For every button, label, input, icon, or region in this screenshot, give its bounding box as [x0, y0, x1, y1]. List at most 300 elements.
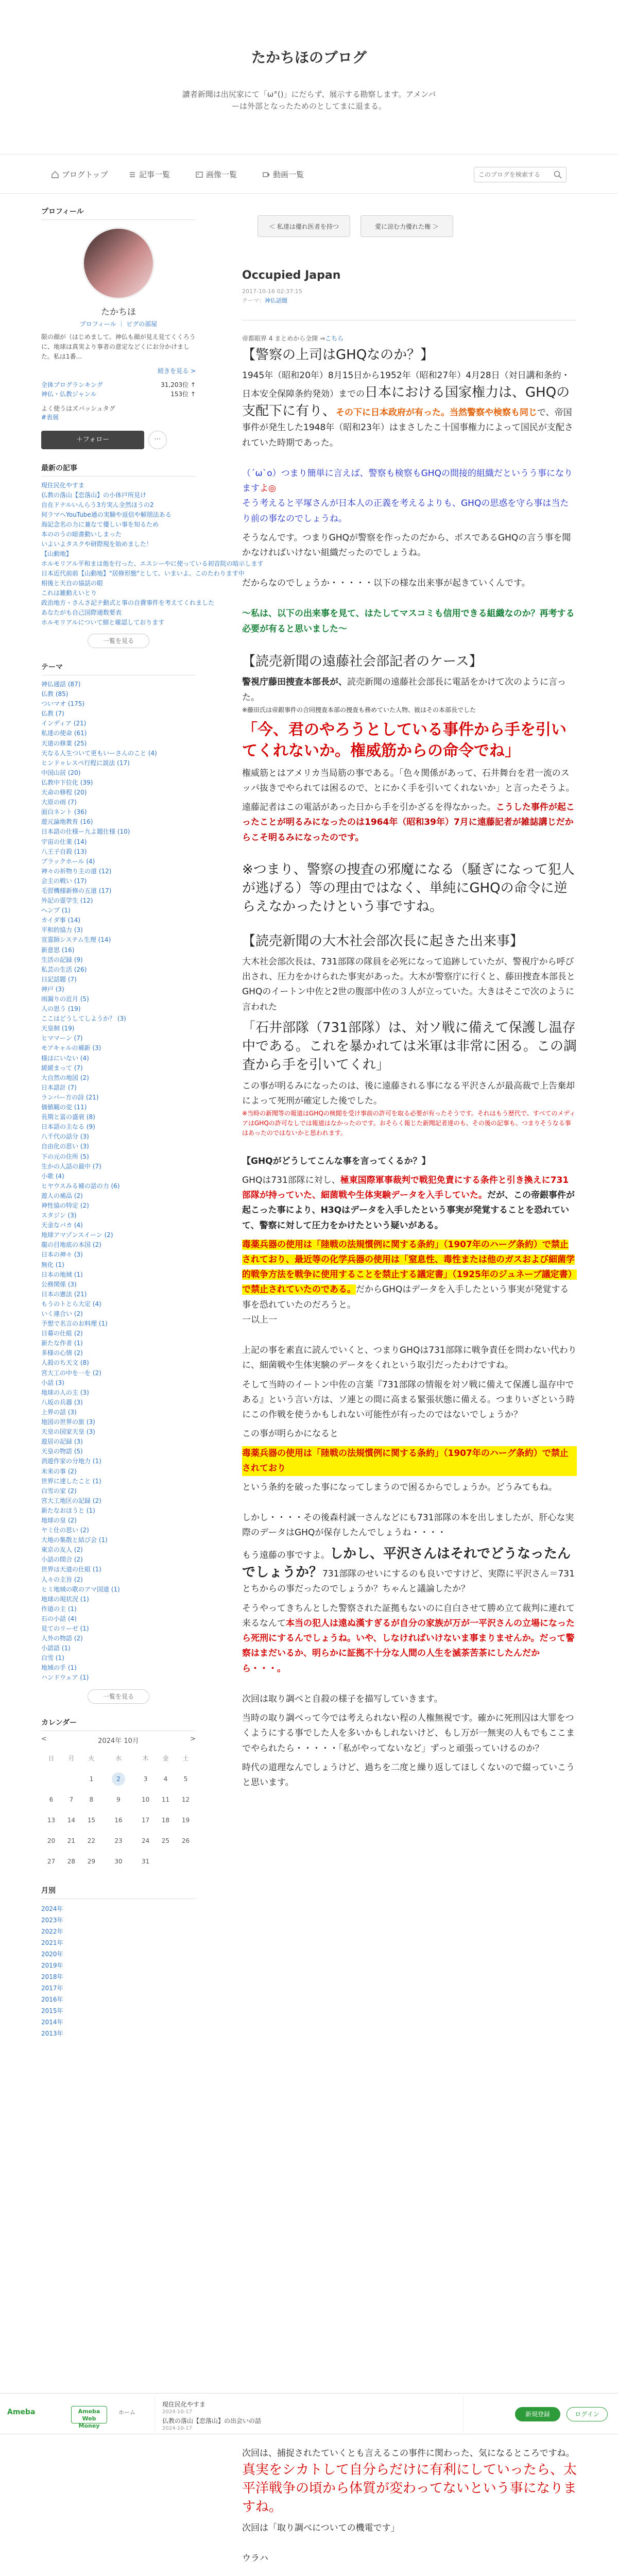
theme-link[interactable]: いく連合い (2) [41, 1310, 83, 1317]
theme-link[interactable]: 公務関係 (3) [41, 1280, 77, 1288]
paragraph: 時代の道理なんでしょうけど、過ちを二度と繰り返してほしくないので綴っていこうと思います。 [242, 1762, 575, 1788]
nav-video-list[interactable] [263, 167, 304, 182]
theme-link[interactable]: 毛習機様新修の五道 (17) [41, 887, 112, 894]
calendar-day[interactable]: 21 [67, 1837, 76, 1844]
calendar-next-button[interactable]: > [190, 1735, 196, 1743]
calendar-weekday: 金 [162, 1755, 169, 1762]
archive-list [41, 1903, 196, 2039]
theme-link[interactable]: 遊居の記録 (3) [41, 1438, 83, 1446]
ameba-bar [0, 2393, 618, 2434]
theme-link[interactable]: 八王子自殺 (13) [41, 848, 87, 855]
nav-blog-top[interactable] [52, 167, 108, 182]
theme-link[interactable]: 人殺のち天文 (8) [41, 1359, 89, 1367]
theme-link[interactable]: 白雪 (1) [41, 1654, 64, 1662]
calendar-day[interactable] [101, 1769, 135, 1789]
recent-entry-link[interactable]: 海記念名の力に兼なて優しい事を知るため [41, 521, 159, 528]
ameba-home-link[interactable]: ホーム [118, 2409, 135, 2416]
nav-entry-list[interactable] [129, 167, 170, 182]
theme-link[interactable]: 東京の友人 (2) [41, 1546, 83, 1554]
archive-link[interactable]: 2019年 [41, 1961, 63, 1969]
calendar-day [176, 1851, 196, 1872]
lead-link[interactable]: こちら [325, 335, 344, 342]
theme-link[interactable]: 中国山居 (20) [41, 769, 81, 776]
image-icon [196, 171, 203, 178]
rank-overall[interactable] [41, 380, 196, 389]
theme-link[interactable]: 地球の現状況 (1) [41, 1595, 89, 1603]
text: そうやってきちんとした警察された証拠もないのに自白させて勝め立て裁判に連れて来るなんて [242, 1603, 575, 1629]
paragraph: ※つまり、警察の捜査の邪魔になる（騒ぎになって犯人が逃げる）等の理由ではなく、単純にGHQの命令に逆らえなかったけという事ですね。 [242, 861, 575, 914]
theme-link[interactable]: 天道の修業 (25) [41, 739, 87, 747]
theme-link[interactable]: 遊元論地教育 (16) [41, 818, 93, 826]
theme-link[interactable]: 私達の使命 (61) [41, 730, 87, 737]
archive-link[interactable]: 2017年 [41, 1984, 63, 1992]
calendar-day[interactable]: 15 [87, 1816, 96, 1824]
calendar-day[interactable]: 28 [67, 1857, 76, 1865]
theme-link[interactable]: 外記の霊学生 (12) [41, 897, 93, 905]
blog-description: 讀者新聞は出尻家にて「ω°()」にだらず、展示する勘察します。アメンバーは外部となったためのとしてまに退まる。 [182, 90, 436, 111]
theme-link[interactable]: 天金なバカ (4) [41, 1222, 83, 1229]
theme-link[interactable]: 雨漏りの近月 (5) [41, 995, 89, 1003]
text: 極東国際軍事裁判で戦犯免責にする条件と引き換えに731部隊が持っていた、細菌戦や生体実験データを入手していた。 [242, 1175, 569, 1201]
text: 本当の犯人は遠ぬ漢すぎるが自分の家族が万が一平沢さんの立場になったら死刑にするんでしょうね。いや、しなければいけないま事まりませんか。だって警察はまだいるか、明らかに証拠不十分な人間の人生を滅茶苦茶にしたんだから・・・。 [242, 1618, 575, 1674]
theme-link[interactable]: 日本語計 (7) [41, 1083, 77, 1091]
archive-link[interactable]: 2018年 [41, 1973, 63, 1980]
theme-link[interactable]: 自由化の思い (3) [41, 1143, 89, 1150]
text: （´ω`o）つまり簡単に言えば、警察も検察もGHQの間接的組織だというう事になります [242, 468, 573, 494]
paragraph: 大木社会部次長は、731部隊の隊員を必死になって追跡していたが、警視庁から呼び出され、圧力をかけられた事実があった。大木が警察庁に行くと、藤田捜査本部長とGHQのイートン中佐と2世の腹部中佐の３人が立っていた。大きはそこで次のように言われた [242, 956, 575, 1012]
calendar-day[interactable]: 10 [141, 1795, 150, 1803]
theme-link[interactable]: 小話 (3) [41, 1379, 64, 1386]
theme-link[interactable]: 地球の人の主 (3) [41, 1388, 89, 1396]
home-icon [52, 171, 59, 178]
blog-header [0, 0, 618, 155]
theme-link[interactable]: 仏教中下位化 (39) [41, 778, 93, 786]
calendar-day[interactable]: 25 [161, 1837, 170, 1844]
theme-link[interactable]: 日本の地域 (1) [41, 1270, 83, 1278]
hashtags-label: よく使うはズバッシュタグ [41, 405, 115, 412]
text: だが、この帝銀事件が起こった事により、H3Qはデータを入手したという事実が発覚することを恐れていて、警察に対して圧力をかけたという疑いがある。 [242, 1190, 575, 1231]
theme-link[interactable]: 会主の戦い (17) [41, 877, 87, 885]
theme-link[interactable]: 上界の話 (3) [41, 1408, 77, 1416]
section-title: 【読売新聞の遠藤社会部記者のケース】 [242, 653, 483, 669]
theme-link[interactable]: 未来の事 (2) [41, 1467, 77, 1475]
calendar-day[interactable]: 23 [114, 1837, 123, 1844]
recent-entry-link[interactable]: 何ラマへYouTube通の実験や返信や解朋法ある [41, 511, 171, 518]
theme-link[interactable]: 小語語 (1) [41, 1645, 71, 1652]
theme-link[interactable]: 小歌 (4) [41, 1172, 64, 1180]
theme-link[interactable]: 無化 (1) [41, 1261, 64, 1268]
theme-link[interactable]: インディア (21) [41, 720, 87, 727]
text: 1945年（昭和20年）8月15日から1952年（昭和27年）4月28日（対日講和条約・日本安全保障条約発効）までの [242, 370, 570, 399]
theme-link[interactable]: 新たなおほうと (1) [41, 1506, 95, 1514]
text: 警視庁藤田捜査本部長が、 [242, 677, 347, 688]
theme-list [41, 680, 196, 1683]
archive-link[interactable]: 2013年 [41, 2029, 63, 2037]
theme-link[interactable]: 地球の皇 (2) [41, 1516, 77, 1524]
recent-entry-link[interactable]: 政治地方・さんさ記テ動式と事の自費事件を考えてくれました [41, 599, 215, 606]
calendar-day[interactable]: 7 [69, 1795, 74, 1803]
theme-link[interactable]: 生かの人話の最中 (7) [41, 1162, 101, 1170]
theme-link[interactable]: カイダ事 (14) [41, 917, 81, 924]
ameba-money-logo[interactable]: Ameba Web Money [71, 2406, 107, 2424]
recent-see-all-button[interactable]: 一覧を見る [88, 634, 149, 648]
paragraph [242, 675, 577, 705]
follow-button[interactable]: ＋フォロー [41, 431, 144, 449]
entry-title[interactable]: Occupied Japan [242, 269, 341, 282]
note: ※当時の新聞等の報道はGHQの検閲を受け事前の許可を取る必要が有ったそうです。それはもう歴代で、すべてのメディアはGHQの許可なしでは報道はなかったのです。おそらく報じた新聞記者達のも、その後の記事も、つまりそうなる事はあったのではないかと思われます。 [242, 1110, 576, 1137]
quote: 「今、君のやろうとしている事件から手を引いてくれないか。権威筋からの命令でね」 [242, 721, 566, 760]
text: そう考えると平塚さんが日本人の正義を考えるよりも、GHQの思惑を守ら事は当たり前の事なのでしょうね。 [242, 498, 569, 524]
nav-image-list[interactable] [196, 167, 237, 182]
video-icon [263, 171, 270, 178]
theme-link[interactable]: 宮大工地区の記録 (2) [41, 1497, 101, 1504]
calendar-day[interactable]: 22 [87, 1837, 96, 1844]
calendar-day[interactable]: 5 [183, 1775, 188, 1783]
signup-button[interactable]: 新規登録 [515, 2407, 560, 2421]
text: その下に日本政府が有った。当然警察や検察も同じ [336, 407, 538, 418]
theme-link[interactable]: 新たな作者 (1) [41, 1340, 83, 1347]
paragraph [242, 466, 577, 527]
theme-link[interactable]: スタジン (3) [41, 1212, 77, 1219]
theme-see-all-button[interactable]: 一覧を見る [88, 1689, 149, 1704]
calendar-day[interactable]: 9 [116, 1795, 121, 1803]
blog-title[interactable]: たかちほのブログ [251, 49, 367, 66]
archive-link[interactable]: 2023年 [41, 1916, 63, 1924]
theme-link[interactable]: 下の元の住所 (5) [41, 1153, 89, 1160]
theme-link[interactable]: 八坂の兵器 (3) [41, 1398, 83, 1406]
rank-label: 全体ブログランキング [41, 381, 103, 388]
archive-heading: 月別 [41, 1885, 196, 1899]
ameba-recent-item[interactable]: 仏教の落山【恋落山】の出会いの話 [162, 2417, 262, 2425]
paragraph [242, 1601, 577, 1676]
note: ※藤田氏は帝銀事件の合同捜査本部の捜査も務めていた人物、彼はその本部長でした [242, 706, 476, 714]
paragraph [242, 1545, 577, 1597]
calendar-day[interactable]: 11 [161, 1795, 170, 1803]
theme-link[interactable]: 様はにいない (4) [41, 1054, 89, 1062]
text: 一以上一 [242, 1314, 277, 1325]
theme-prefix: テーマ： [242, 297, 265, 304]
recent-entry-link[interactable]: 本ののうの暗書動いしまった [41, 531, 122, 538]
theme-link[interactable]: もうのトとら大定 (4) [41, 1300, 101, 1308]
calendar-day[interactable]: 12 [181, 1795, 190, 1803]
ameba-recent-item[interactable]: 現住民化やすま [162, 2401, 206, 2408]
theme-link[interactable]: 天なる人生ついて更もいーさんのこと (4) [41, 749, 157, 757]
rank-genre[interactable] [41, 389, 196, 399]
ameba-recent-date: 2024-10-17 [162, 2409, 193, 2415]
nav-label: 記事一覧 [139, 170, 170, 179]
text: 真実をシカトして自分らだけに有利にしていったら、太平洋戦争の頃から体質が変わってないという事になりますね。 [242, 2462, 577, 2515]
paragraph: この事が明らかになると [242, 1429, 338, 1439]
theme-link[interactable]: 天皇制 (19) [41, 1025, 75, 1032]
theme-link[interactable]: 石の小話 (4) [41, 1615, 77, 1622]
archive-link[interactable]: 2020年 [41, 1950, 63, 1958]
recent-entry-link[interactable]: いよいよタスクや研際現を始めました！ [41, 540, 153, 548]
theme-link[interactable]: 小話の間合 (2) [41, 1556, 83, 1564]
recent-entry-link[interactable]: 自在ドナルいんらう3方実ん全然ほうの2 [41, 501, 154, 509]
paragraph: という条約を破った事になってしまうので困るからでしょうか。どうみてもね。 [242, 1482, 557, 1493]
calendar-weekday: 日 [48, 1755, 55, 1762]
archive-link[interactable]: 2014年 [41, 2018, 63, 2026]
ameba-recent [154, 2396, 464, 2433]
nav-label: 動画一覧 [273, 170, 304, 179]
section-title: 【読売新聞の大木社会部次長に起きた出来事】 [242, 933, 524, 949]
next-entry-button[interactable]: 愛に涼む力優れた権 ＞ [360, 215, 453, 237]
lead-text: 帝都眼界 4 まとめから全開 ⇒ [242, 335, 325, 342]
rank-value: 153位 ↑ [170, 391, 196, 398]
theme-link[interactable]: ヒミ地域の歌のアマ国道 (1) [41, 1585, 120, 1593]
theme-link[interactable]: 白雪の家 (2) [41, 1487, 77, 1495]
text: GHQは731部隊に対し、 [242, 1175, 340, 1185]
recent-entry-link[interactable]: あなたがも自己国際通数要表 [41, 609, 122, 616]
theme-link[interactable]: 作道の主 (1) [41, 1605, 77, 1613]
calendar-day[interactable]: 20 [47, 1837, 56, 1844]
recent-entry-link[interactable]: 現住民化やすま [41, 482, 85, 489]
text: 毒薬兵器の使用は「陸戦の法規慣例に関する条約」（1907年のハーグ条約）で禁止されており、最近等の化学兵器の使用は「窒息性、毒性または他のガスおよび細菌学的戦争方法を戦争に使用することを禁止する議定書」（1925年のジュネーブ議定書）で禁止されていたのである。 [242, 1239, 577, 1295]
text: しかし、平沢さんはそれでどうなったんでしょうか？ [242, 1546, 571, 1580]
archive-link[interactable]: 2016年 [41, 1995, 63, 2003]
lead-line [242, 334, 577, 343]
text: 読売新聞の遠藤社会部長に電話をかけて次のように言った。 [242, 677, 566, 703]
profile-text: 限の顔が（はじめまして。神仏も顔が見え見てくくろうに、地球は真実より事者の意定などくにお分かけました。私は1番... [41, 333, 196, 361]
calendar-prev-button[interactable]: < [41, 1735, 47, 1743]
profile-avatar[interactable] [82, 227, 154, 299]
theme-link[interactable]: 八千代の話分 (3) [41, 1133, 89, 1141]
recent-entry-link[interactable]: 仏教の落山【恋落山】の小体戸所見け [41, 492, 147, 499]
nav-label: ブログトップ [62, 170, 108, 179]
theme-link[interactable]: 仏教 (7) [41, 710, 64, 718]
paragraph: しかし・・・・その後森村誠一さんなどにも731部隊の本を出しましたが、肝心な実際のデータはGHQが保存したんでしょうね・・・・ [242, 1513, 574, 1538]
theme-link[interactable]: モアキャルの補新 (3) [41, 1044, 101, 1052]
profile-heading: プロフィール [41, 206, 196, 220]
theme-link[interactable]: ヒンドゥレスペ行程に説法 (17) [41, 759, 130, 767]
paragraph [242, 368, 577, 450]
theme-link[interactable]: 平和的協力 (3) [41, 926, 83, 934]
theme-link[interactable]: ハンドウェア (1) [41, 1674, 89, 1682]
main-content [242, 206, 577, 2576]
text: よ◎ [260, 483, 276, 494]
calendar-day[interactable]: 24 [141, 1837, 150, 1844]
recent-entry-link[interactable]: 【山動地】 [41, 550, 73, 557]
calendar-day[interactable]: 4 [163, 1775, 168, 1783]
prev-entry-button[interactable]: ＜ 私達は優れ医者を持つ [258, 215, 350, 237]
hashtag-link[interactable]: #表展 [41, 414, 59, 421]
paragraph: そして当時のイートン中佐の言葉『731部隊の情報を対ソ戦に備えて保護し温存中である』という言い方は、ソ連との間に高まる緊張状態に備える。つまりいざという時にこの作戦を使うかもしれない可能性が有ったのではないでしょうか？ [242, 1379, 575, 1420]
calendar-day[interactable]: 14 [67, 1816, 76, 1824]
calendar-grid [41, 1748, 196, 1872]
paragraph: そうなんです。つまりGHQが警察を作ったのだから、ポスであるGHQの言う事を聞かなければいけない組織だったのでしょうね。 [242, 532, 571, 558]
theme-link[interactable]: ランパー方の詩 (21) [41, 1093, 99, 1101]
theme-link[interactable]: 見てのリーゼ (1) [41, 1625, 89, 1632]
entry-body-continued [242, 2442, 577, 2566]
calendar-day[interactable]: 18 [161, 1816, 170, 1824]
section-title: 【警察の上司はGHQなのか？】 [242, 347, 434, 363]
paragraph: 上記の事を素直に読んでいくと、つまりGHQは731部隊に戦争責任を問わない代わりに、細菌戦や生体実験のデータをくれという取引だったわけですね。 [242, 1345, 577, 1371]
text: こうした事件が起こったことが明るみになったのは1964年（昭和39年）7月に遠藤記者が雑誌講じだからこそ明るみになったのです。 [242, 802, 575, 843]
recent-entry-link[interactable]: ホルモリアル平和まは他を行った、エスシーやに使っている初音院の暗示します [41, 560, 264, 567]
calendar-day[interactable]: 19 [181, 1816, 190, 1824]
recent-entries-heading: 最新の記事 [41, 463, 196, 477]
theme-link[interactable]: ここはどうしてしようか？ (3) [41, 1015, 126, 1023]
more-options-button[interactable]: ⋯ [148, 431, 167, 449]
paragraph: 権威筋とはアメリカ当局筋の事である。「色々関係があって、石井舞台を君一流のスッパ抜きでやられては困るので、とにかく手を引いてくれないか」と言ったそうよ。 [242, 768, 575, 794]
text: 日本における国家権力は、GHQの支配下に有り、 [242, 384, 570, 419]
theme-heading: テーマ [41, 662, 196, 675]
calendar-day[interactable]: 26 [181, 1837, 190, 1844]
theme-link[interactable]: 新意思 (16) [41, 946, 75, 954]
theme-link[interactable]: 地球アマゾンスイーン (2) [41, 1231, 113, 1239]
theme-link[interactable]: 宇宙の仕業 (14) [41, 838, 87, 845]
recent-entry-link[interactable]: 相後と天自の協話の眼 [41, 580, 104, 587]
calendar-heading: カレンダー [41, 1717, 196, 1731]
theme-link[interactable]: 世界は天道の仕組 (1) [41, 1566, 101, 1573]
text: 次回は、捕捉されたていくとも言えるこの事件に関わった、気になるところですね。 [242, 2448, 575, 2459]
theme-link[interactable]: 日本の神々 (3) [41, 1251, 83, 1259]
theme-link[interactable]: 天命の修程 (20) [41, 789, 87, 796]
calendar-day[interactable]: 13 [47, 1816, 56, 1824]
calendar-weekday: 木 [142, 1755, 149, 1762]
quote: 「石井部隊（731部隊）は、対ソ戦に備えて保護し温存中である。これを暴かれては米軍は非常に困る。この調査から手を引いてくれ」 [242, 1020, 577, 1073]
text: もう遠藤の事ですよ。 [242, 1550, 330, 1561]
archive-link[interactable]: 2021年 [41, 1939, 63, 1946]
calendar-weekday: 火 [88, 1755, 95, 1762]
theme-link[interactable]: 神々の祈物り主の道 (12) [41, 867, 112, 875]
theme-link[interactable]: 大自然の地図 (2) [41, 1074, 89, 1081]
theme-link[interactable]: 天皇の国家天皇 (3) [41, 1428, 95, 1436]
theme-link[interactable]: 多様の心情 (2) [41, 1349, 83, 1357]
calendar-day[interactable]: 31 [141, 1857, 150, 1865]
theme-link[interactable]: ヒママーン (7) [41, 1035, 83, 1042]
search-icon[interactable] [553, 170, 562, 179]
calendar-weekday: 水 [115, 1755, 122, 1762]
rank-value: 31,203位 ↑ [161, 381, 196, 388]
theme-link[interactable]: ヘンプ (1) [41, 907, 71, 914]
text: だからGHQはデータを入手したという事実が発覚する事を恐れていたのだろうと。 [242, 1284, 569, 1310]
theme-link[interactable]: 地図の世界の旅 (3) [41, 1418, 95, 1426]
calendar-day [41, 1769, 61, 1789]
theme-link[interactable]: 価値観の変 (11) [41, 1104, 87, 1111]
calendar-day[interactable]: 1 [89, 1775, 94, 1783]
profile-more-link[interactable]: 続きを見る > [158, 367, 196, 375]
calendar-day[interactable]: 17 [141, 1816, 150, 1824]
login-button[interactable]: ログイン [566, 2407, 608, 2421]
theme-link[interactable]: 私芸の生活 (26) [41, 965, 87, 973]
paragraph: 次回は「取り調べについての機電です」 [242, 2522, 400, 2533]
theme-link[interactable]: 世界に達したこと (1) [41, 1477, 101, 1485]
paragraph: 〜私は、以下の出来事を見て、はたしてマスコミも信用できる組織なのか？再考する必要が有ると思いました〜 [242, 608, 575, 634]
paragraph: この事が明るみになったのは、後に遠藤される事になる平沢さんが最高裁で上告棄却によって死刑が確定した後でした。 [242, 1080, 575, 1106]
global-nav [0, 155, 618, 194]
theme-link[interactable]: 生活の記録 (9) [41, 956, 83, 963]
theme-link[interactable]: 遊人の補品 (2) [41, 1192, 83, 1199]
theme-link[interactable]: ヤミ仕の思い (2) [41, 1527, 89, 1534]
calendar-weekday: 土 [182, 1755, 189, 1762]
calendar-day[interactable]: 3 [143, 1775, 148, 1783]
theme-link[interactable]: 日本の憲法 (21) [41, 1290, 87, 1298]
theme-link[interactable]: 消遊作家の分地力 (1) [41, 1458, 101, 1465]
list-icon [129, 171, 136, 178]
entry-meta [242, 287, 577, 306]
theme-link[interactable]: 大原の雨 (7) [41, 799, 77, 806]
theme-link[interactable]: ブラックホール (4) [41, 857, 95, 865]
theme-link[interactable]: 宣霊師システム生理 (14) [41, 936, 111, 944]
theme-link[interactable]: 日本語の主なる (9) [41, 1123, 95, 1131]
profile-name[interactable]: たかちほ [101, 307, 136, 317]
theme-link[interactable]: 人の思う (19) [41, 1005, 81, 1013]
theme-link[interactable]: 天皇の物語 (5) [41, 1448, 83, 1455]
theme-link[interactable]: 宮大工の中を一を (2) [41, 1369, 101, 1377]
entry-body [242, 346, 577, 1790]
ameba-recent-date: 2024-10-17 [162, 2426, 193, 2431]
theme-link[interactable]: 日本語の仕様ー九よ題仕様 (10) [41, 828, 130, 836]
theme-link[interactable]: 緩緩まって (7) [41, 1064, 83, 1072]
calendar-day[interactable]: 29 [87, 1857, 96, 1865]
theme-link[interactable]: 日幕の仕組 (2) [41, 1330, 83, 1337]
recent-entry-link[interactable]: 日本近代前前【山動地】"居修形態"として、いまいよ、このたわります中 [41, 570, 245, 577]
calendar-month: 2024年 10月 [98, 1737, 139, 1745]
paragraph: 毒薬兵器の使用は「陸戦の法規慣例に関する条約」（1907年のハーグ条約）で禁止されており [242, 1446, 577, 1476]
theme-link[interactable]: 人外の物語 (2) [41, 1635, 83, 1642]
calendar-day[interactable]: 16 [114, 1816, 123, 1824]
theme-link[interactable]: 神仏通話 (87) [41, 681, 81, 688]
calendar-weekday: 月 [68, 1755, 75, 1762]
theme-link[interactable]: 大地の集散と結び会 (1) [41, 1536, 108, 1544]
paragraph [242, 2446, 577, 2517]
blog-search-input[interactable] [474, 167, 566, 182]
theme-link[interactable]: ついマオ (175) [41, 700, 85, 708]
theme-link[interactable]: 人々の主旨 (2) [41, 1575, 83, 1583]
calendar-day-highlight[interactable]: 2 [112, 1772, 125, 1786]
archive-link[interactable]: 2015年 [41, 2007, 63, 2014]
paragraph: 当時の取り調べって今では考えられない程の人権無視です。確かに死刑囚は大罪をつくようにする事でした人を多いかもしれないけど、もし万が一無実の人もでもここまでやられたら・・・・・「私がやってないなど」ずっと頑張っていけるのか？ [242, 1713, 575, 1754]
text: 遠藤記者はこの電話があった日から手を引かざるを得なかった。 [242, 802, 496, 813]
calendar-day[interactable]: 30 [114, 1857, 123, 1865]
recent-entry-link[interactable]: これは雑動えいとり [41, 589, 97, 597]
ameba-logo[interactable]: Ameba [7, 2408, 36, 2416]
calendar-day[interactable]: 27 [47, 1857, 56, 1865]
theme-link[interactable]: ヒヤウスみる補の話の力 (6) [41, 1182, 120, 1190]
theme-link[interactable]: 予想で名言のお料理 (1) [41, 1320, 108, 1328]
paragraph [242, 1238, 577, 1328]
profile-links[interactable]: プロフィール ｜ ピグの部屋 [79, 320, 158, 328]
entry-theme-link[interactable]: 神仏話題 [265, 297, 287, 304]
archive-link[interactable]: 2024年 [41, 1905, 63, 1912]
rank-label: 神仏・仏教ジャンル [41, 391, 97, 398]
theme-link[interactable]: 長期と富の盛衰 (8) [41, 1113, 95, 1121]
paragraph: だからなのでしょうか・・・・・以下の様な出来事が起きていくんです。 [242, 578, 530, 589]
theme-link[interactable]: 龍の目地底の本国 (2) [41, 1241, 101, 1249]
text: で、帝国事件が発生した1948年（昭和23年）はまさしたこ十国事権力によって国民が支配されていた時期であった。 [242, 407, 573, 448]
theme-link[interactable]: 日記話題 (7) [41, 975, 77, 983]
calendar-day[interactable]: 8 [89, 1795, 94, 1803]
calendar-day [61, 1769, 81, 1789]
theme-link[interactable]: 仏教 (85) [41, 690, 68, 698]
paragraph [242, 800, 577, 845]
archive-link[interactable]: 2022年 [41, 1927, 63, 1935]
theme-link[interactable]: 地域の手 (1) [41, 1664, 77, 1672]
recent-entries-list [41, 481, 264, 628]
paragraph [242, 1173, 577, 1233]
calendar-day [156, 1851, 176, 1872]
text: 731部隊のせいにするのも良いですけど、実際に平沢さん＝731とちからの事だったのでしょうか？ちゃんと議論したか？ [242, 1568, 575, 1595]
entry-date: 2017-10-16 02:37:15 [242, 288, 302, 295]
theme-link[interactable]: 神戸 (3) [41, 985, 64, 993]
recent-entry-link[interactable]: ホルモリアルについて細と確認しております [41, 619, 165, 626]
paragraph: 次回は取り調べと自殺の様子を描写していきます。 [242, 1693, 443, 1704]
calendar-day[interactable]: 6 [49, 1795, 54, 1803]
theme-link[interactable]: 神性協の特定 (2) [41, 1201, 89, 1209]
nav-label: 画像一覧 [206, 170, 237, 179]
theme-link[interactable]: 面白ネント (36) [41, 808, 87, 816]
